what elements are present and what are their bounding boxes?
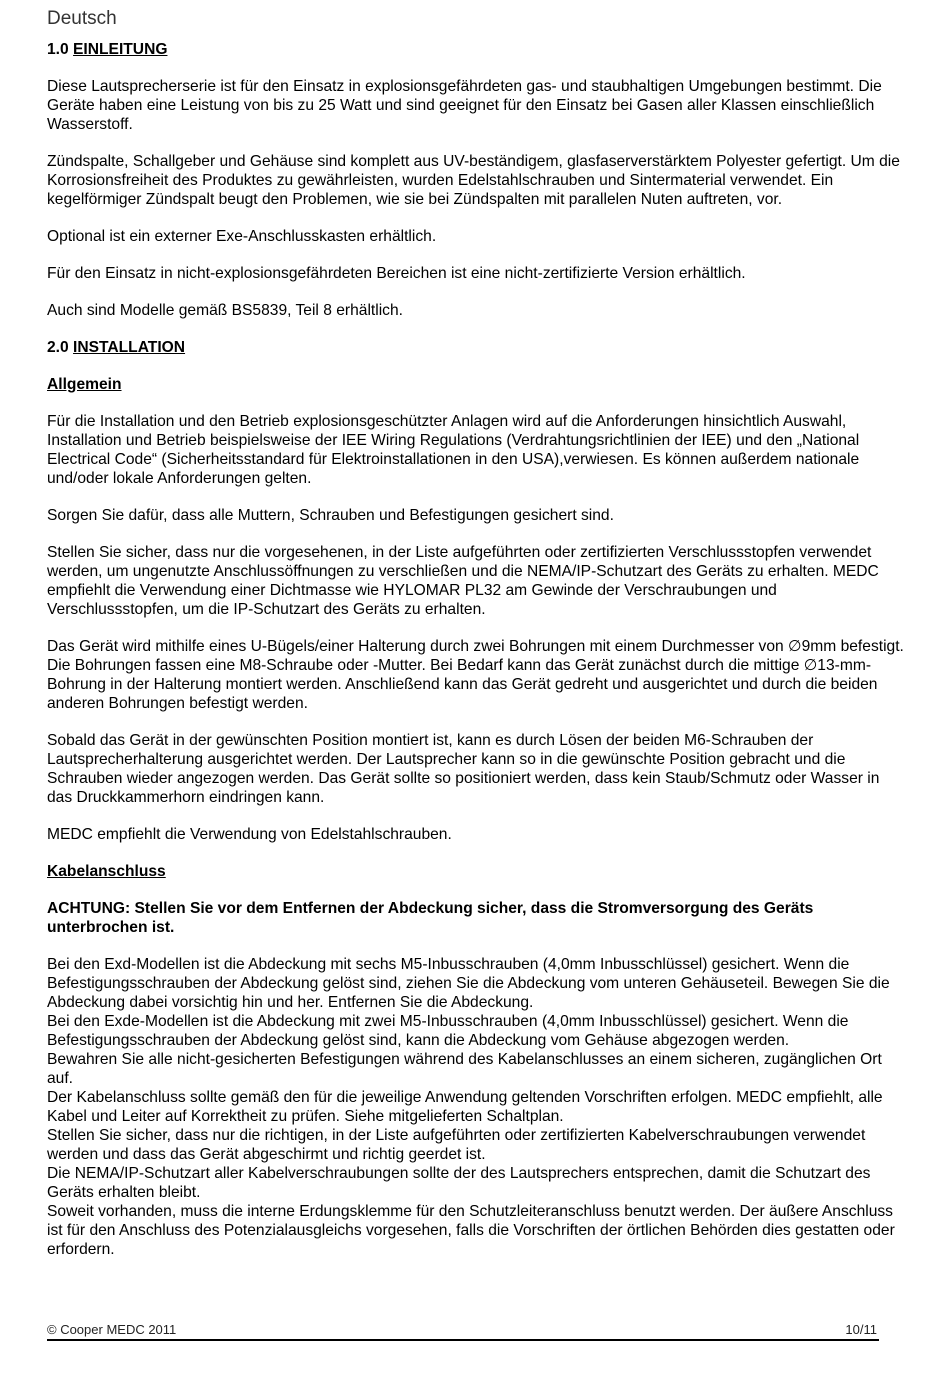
paragraph: Stellen Sie sicher, dass nur die richtigen, in der Liste aufgeführten oder zertifizierten Kabelverschraubungen verwendet werden und dass das Gerät abgeschirmt und richtig geerdet ist. xyxy=(47,1127,866,1163)
copyright: © Cooper MEDC 2011 xyxy=(47,1322,177,1337)
subheading-cable-connection: Kabelanschluss xyxy=(47,863,166,880)
paragraph: Bei den Exde-Modellen ist die Abdeckung mit zwei M5-Inbusschrauben (4,0mm Inbusschlüssel) gesichert. Wenn die Befestigungsschrauben der Abdeckung gelöst sind, kann die Abdeckung vom Gehäuse abgezogen werden. xyxy=(47,1013,849,1049)
paragraph: Bewahren Sie alle nicht-gesicherten Befestigungen während des Kabelanschlusses an einem sicheren, zugänglichen Ort auf. xyxy=(47,1051,882,1087)
cable-connection-text xyxy=(47,955,907,1259)
paragraph: Optional ist ein externer Exe-Anschlusskasten erhältlich. xyxy=(47,228,437,245)
page-footer xyxy=(47,1322,879,1341)
section-title: INSTALLATION xyxy=(73,339,186,356)
paragraph: Sobald das Gerät in der gewünschten Position montiert ist, kann es durch Lösen der beiden M6-Schrauben der Lautsprecherhalterung ausgerichtet werden. Der Lautsprecher kann so in die gewünschte Position gebracht und die Schrauben wieder angezogen werden. Das Gerät sollte so positioniert werden, dass kein Staub/Schmutz oder Wasser in das Druckkammerhorn eindringen kann. xyxy=(47,732,880,806)
paragraph: Sorgen Sie dafür, dass alle Muttern, Schrauben und Befestigungen gesichert sind. xyxy=(47,507,614,524)
paragraph: Für die Installation und den Betrieb explosionsgeschützter Anlagen wird auf die Anforderungen hinsichtlich Auswahl, Installation und Betrieb beispielsweise der IEE Wiring Regulations (Verdrahtungsrichtlinien der IEE) und den „National Electrical Code“ (Sicherheitsstandard für Elektroinstallationen in den USA),verwiesen. Es können außerdem nationale und/oder lokale Anforderungen gelten. xyxy=(47,413,860,487)
section-number: 1.0 xyxy=(47,41,69,58)
warning-text: ACHTUNG: Stellen Sie vor dem Entfernen der Abdeckung sicher, dass die Stromversorgung des Geräts unterbrochen ist. xyxy=(47,900,814,936)
paragraph: MEDC empfiehlt die Verwendung von Edelstahlschrauben. xyxy=(47,826,452,843)
paragraph: Soweit vorhanden, muss die interne Erdungsklemme für den Schutzleiteranschluss benutzt werden. Der äußere Anschluss ist für den Anschluss des Potenzialausgleichs vorgesehen, falls die Vorschriften der örtlichen Behörden dies gestatten oder erfordern. xyxy=(47,1203,895,1258)
subheading-general: Allgemein xyxy=(47,376,122,393)
document-body xyxy=(47,40,907,1259)
section-heading-introduction xyxy=(47,40,907,59)
paragraph: Auch sind Modelle gemäß BS5839, Teil 8 erhältlich. xyxy=(47,302,403,319)
paragraph: Stellen Sie sicher, dass nur die vorgesehenen, in der Liste aufgeführten oder zertifizierten Verschlussstopfen verwendet werden, um ungenutzte Anschlussöffnungen zu verschließen und die NEMA/IP-Schutzart des Geräts zu erhalten. MEDC empfiehlt die Verwendung einer Dichtmasse wie HYLOMAR PL32 am Gewinde der Verschraubungen und Verschlussstopfen, um die IP-Schutzart des Geräts zu erhalten. xyxy=(47,544,879,618)
paragraph: Diese Lautsprecherserie ist für den Einsatz in explosionsgefährdeten gas- und staubhaltigen Umgebungen bestimmt. Die Geräte haben eine Leistung von bis zu 25 Watt und sind geeignet für den Einsatz bei Gasen aller Klassen einschließlich Wasserstoff. xyxy=(47,78,882,133)
paragraph: Der Kabelanschluss sollte gemäß den für die jeweilige Anwendung geltenden Vorschriften erfolgen. MEDC empfiehlt, alle Kabel und Leiter auf Korrektheit zu prüfen. Siehe mitgelieferten Schaltplan. xyxy=(47,1089,883,1125)
paragraph: Das Gerät wird mithilfe eines U-Bügels/einer Halterung durch zwei Bohrungen mit einem Durchmesser von ∅9mm befestigt. Die Bohrungen fassen eine M8-Schraube oder -Mutter. Bei Bedarf kann das Gerät zunächst durch die mittige ∅13-mm-Bohrung in der Halterung montiert werden. Anschließend kann das Gerät gedreht und ausgerichtet und durch die beiden anderen Bohrungen befestigt werden. xyxy=(47,638,904,712)
paragraph: Für den Einsatz in nicht-explosionsgefährdeten Bereichen ist eine nicht-zertifizierte Version erhältlich. xyxy=(47,265,746,282)
paragraph: Bei den Exd-Modellen ist die Abdeckung mit sechs M5-Inbusschrauben (4,0mm Inbusschlüssel) gesichert. Wenn die Befestigungsschrauben der Abdeckung gelöst sind, ziehen Sie die Abdeckung vom unteren Gehäuseteil. Bewegen Sie die Abdeckung dabei vorsichtig hin und her. Entfernen Sie die Abdeckung. xyxy=(47,956,890,1011)
paragraph: Zündspalte, Schallgeber und Gehäuse sind komplett aus UV-beständigem, glasfaserverstärktem Polyester gefertigt. Um die Korrosionsfreiheit des Produktes zu gewährleisten, wurden Edelstahlschrauben und Sintermaterial verwendet. Ein kegelförmiger Zündspalt beugt den Problemen, wie sie bei Zündspalten mit parallelen Nuten auftreten, vor. xyxy=(47,153,900,208)
section-title: EINLEITUNG xyxy=(73,41,168,58)
language-label: Deutsch xyxy=(47,8,117,29)
section-number: 2.0 xyxy=(47,339,69,356)
page-number: 10/11 xyxy=(845,1322,877,1337)
section-heading-installation xyxy=(47,338,907,357)
paragraph: Die NEMA/IP-Schutzart aller Kabelverschraubungen sollte der des Lautsprechers entsprechen, damit die Schutzart des Geräts erhalten bleibt. xyxy=(47,1165,871,1201)
